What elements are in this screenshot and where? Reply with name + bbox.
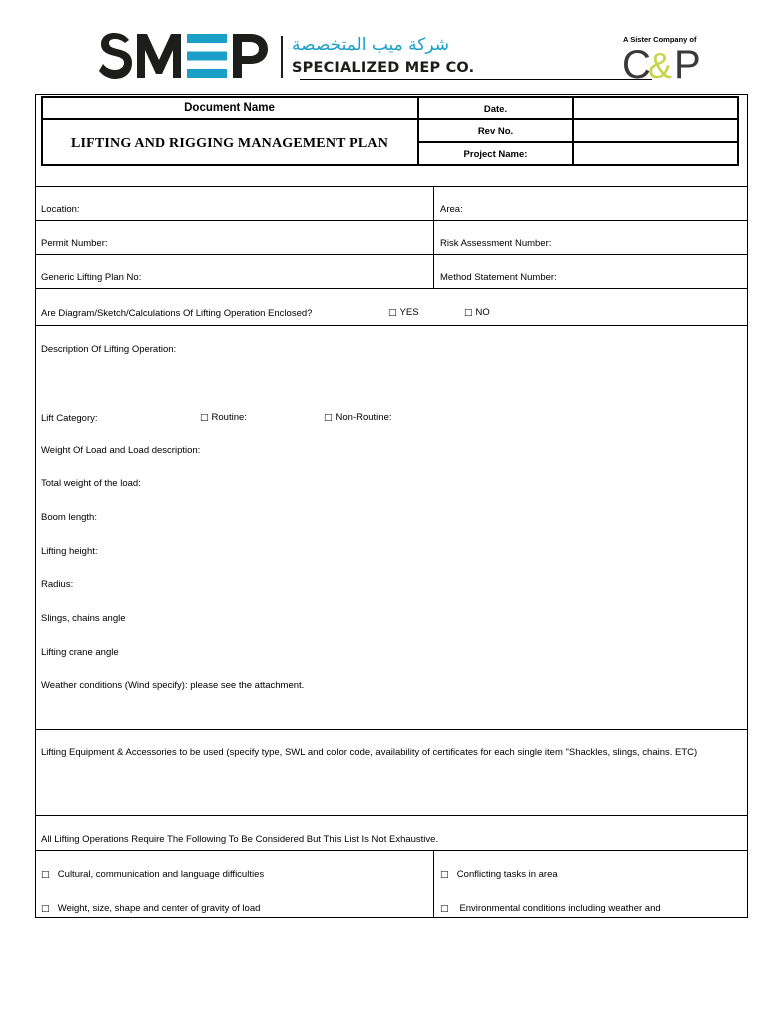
company-name-arabic: شركة ميب المتخصصة	[292, 35, 450, 55]
consideration-label: Weight, size, shape and center of gravity of load	[57, 903, 261, 914]
date-label: Date.	[483, 104, 508, 115]
row-rule	[35, 850, 748, 851]
checkbox-icon: □	[464, 308, 473, 318]
title-table-rule	[418, 141, 739, 143]
risk-assessment-label: Risk Assessment Number:	[440, 238, 552, 249]
yes-label: YES	[399, 307, 419, 318]
no-checkbox[interactable]	[464, 307, 490, 318]
yes-checkbox[interactable]	[388, 307, 419, 318]
location-label: Location:	[41, 204, 80, 215]
checkbox-icon: □	[388, 308, 397, 318]
column-divider	[433, 186, 434, 288]
document-title: LIFTING AND RIGGING MANAGEMENT PLAN	[70, 136, 389, 151]
row-rule	[35, 729, 748, 730]
consideration-label: Conflicting tasks in area	[456, 869, 558, 880]
rev-no-label: Rev No.	[477, 126, 514, 137]
slings-angle-label: Slings, chains angle	[41, 613, 126, 624]
header-rule	[300, 79, 652, 80]
svg-text:C: C	[622, 44, 651, 82]
weather-conditions-label: Weather conditions (Wind specify): please see the attachment.	[41, 680, 305, 691]
consideration-item[interactable]	[440, 903, 661, 914]
svg-text:&: &	[648, 45, 673, 82]
considerations-intro: All Lifting Operations Require The Following To Be Considered But This List Is Not Exhaustive.	[41, 834, 439, 845]
non-routine-label: Non-Routine:	[335, 412, 392, 423]
consideration-item[interactable]	[41, 903, 260, 914]
consideration-item[interactable]	[41, 869, 264, 880]
form-frame	[35, 94, 748, 918]
row-rule	[35, 288, 748, 289]
checkbox-icon: □	[41, 870, 50, 880]
smep-logo	[99, 30, 271, 82]
total-weight-label: Total weight of the load:	[41, 478, 141, 489]
cp-logo	[622, 44, 712, 82]
method-statement-label: Method Statement Number:	[440, 272, 557, 283]
checkbox-icon: □	[200, 413, 209, 423]
equipment-label: Lifting Equipment & Accessories to be used (specify type, SWL and color code, availability of certificates for each single item "Shackles, slings, chains. ETC)	[41, 747, 698, 758]
row-rule	[35, 254, 748, 255]
lifting-height-label: Lifting height:	[41, 546, 98, 557]
routine-checkbox[interactable]	[200, 412, 247, 423]
project-name-label: Project Name:	[463, 149, 528, 160]
title-table-rule	[418, 118, 739, 120]
consideration-item[interactable]	[440, 869, 558, 880]
routine-label: Routine:	[211, 412, 247, 423]
permit-number-label: Permit Number:	[41, 238, 108, 249]
row-rule	[35, 815, 748, 816]
row-rule	[35, 186, 748, 187]
boom-length-label: Boom length:	[41, 512, 97, 523]
document-name-label: Document Name	[184, 102, 275, 114]
weight-description-label: Weight Of Load and Load description:	[41, 445, 201, 456]
radius-label: Radius:	[41, 579, 74, 590]
row-rule	[35, 220, 748, 221]
company-name-english: SPECIALIZED MEP CO.	[292, 60, 475, 76]
consideration-label: Environmental conditions including weather and	[459, 903, 661, 914]
row-rule	[35, 325, 748, 326]
crane-angle-label: Lifting crane angle	[41, 647, 119, 658]
checkbox-icon: □	[440, 904, 449, 914]
checkbox-icon: □	[440, 870, 449, 880]
logo-divider	[281, 36, 283, 78]
lift-category-label: Lift Category:	[41, 413, 98, 424]
checkbox-icon: □	[41, 904, 50, 914]
checkbox-icon: □	[324, 413, 333, 423]
column-divider	[433, 850, 434, 918]
consideration-label: Cultural, communication and language difficulties	[57, 869, 265, 880]
area-label: Area:	[440, 204, 463, 215]
title-table-rule	[41, 118, 418, 120]
non-routine-checkbox[interactable]	[324, 412, 392, 423]
diagram-question: Are Diagram/Sketch/Calculations Of Lifting Operation Enclosed?	[41, 308, 313, 319]
sister-company-note: A Sister Company of	[623, 35, 697, 44]
no-label: NO	[475, 307, 490, 318]
description-label: Description Of Lifting Operation:	[41, 344, 177, 355]
generic-lifting-plan-label: Generic Lifting Plan No:	[41, 272, 142, 283]
svg-text:P: P	[674, 44, 701, 82]
